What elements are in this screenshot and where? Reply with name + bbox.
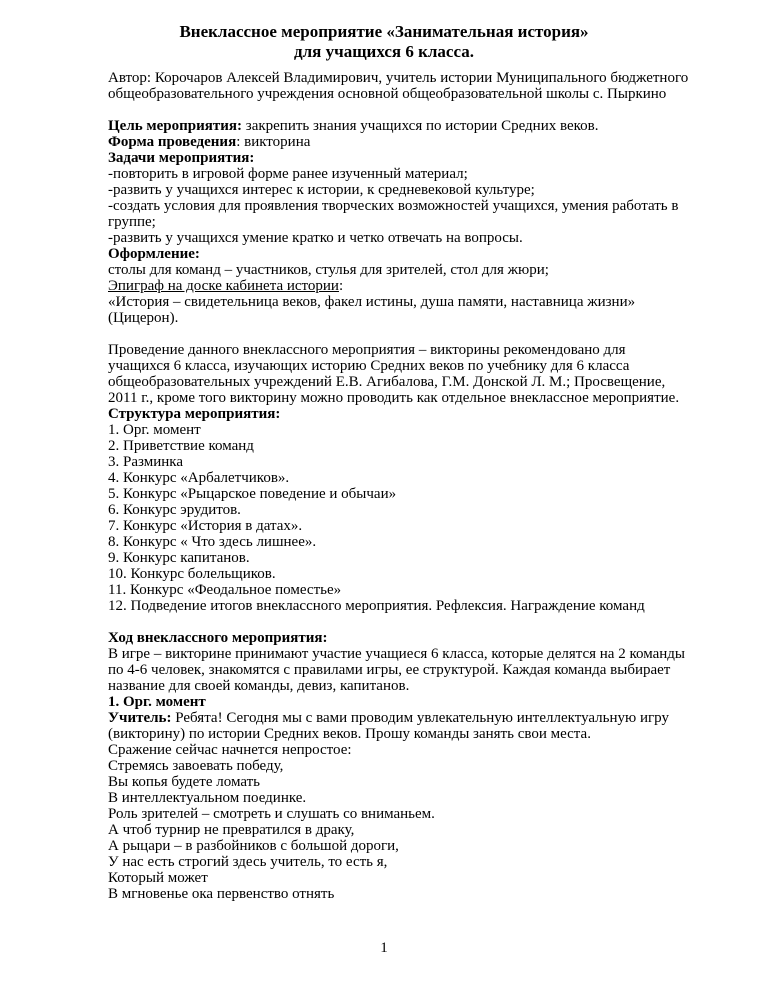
task-item: -повторить в игровой форме ранее изученный материал; — [108, 166, 468, 182]
structure-item: 12. Подведение итогов внеклассного мероприятия. Рефлексия. Награждение команд — [108, 598, 645, 614]
structure-label: Структура мероприятия: — [108, 406, 281, 422]
structure-item: 3. Разминка — [108, 454, 183, 470]
structure-item: 5. Конкурс «Рыцарское поведение и обычаи» — [108, 486, 397, 502]
teacher-label: Учитель: — [108, 710, 172, 726]
intro-line-4: 2011 г., кроме того викторину можно проводить как отдельное внеклассное мероприятие. — [108, 390, 680, 406]
page-number: 1 — [380, 940, 388, 956]
title-line-1: Внеклассное мероприятие «Занимательная история» — [179, 22, 589, 41]
section-1-heading: 1. Орг. момент — [108, 694, 206, 710]
section-1-text — [108, 726, 718, 902]
author-line-1: Автор: Корочаров Алексей Владимирович, учитель истории Муниципального бюджетного — [108, 70, 689, 86]
task-item: -создать условия для проявления творческих возможностей учащихся, умения работать в — [108, 198, 679, 214]
structure-item: 7. Конкурс «История в датах». — [108, 518, 303, 534]
structure-item: 8. Конкурс « Что здесь лишнее». — [108, 534, 317, 550]
form-text: : викторина — [236, 134, 311, 150]
goal-line — [108, 118, 718, 134]
structure-item: 6. Конкурс эрудитов. — [108, 502, 241, 518]
course-line: по 4-6 человек, знакомятся с правилами игры, ее структурой. Каждая команда выбирает — [108, 662, 671, 678]
design-text: столы для команд – участников, стулья для зрителей, стол для жюри; — [108, 262, 549, 278]
design-label: Оформление: — [108, 246, 200, 262]
structure-item: 10. Конкурс болельщиков. — [108, 566, 276, 582]
epigraph-colon: : — [338, 278, 344, 294]
intro-line-2: учащихся 6 класса, изучающих историю Средних веков по учебнику для 6 класса — [108, 358, 630, 374]
epigraph-line — [108, 278, 718, 294]
form-line — [108, 134, 718, 150]
form-label: Форма проведения — [108, 134, 237, 150]
goal-label: Цель мероприятия: — [108, 118, 243, 134]
intro-line-3: общеобразовательных учреждений Е.В. Агибалова, Г.М. Донской Л. М.; Просвещение, — [108, 374, 666, 390]
title-line-2: для учащихся 6 класса. — [294, 42, 474, 61]
task-item: группе; — [108, 214, 156, 230]
teacher-text: Ребята! Сегодня мы с вами проводим увлекательную интеллектуальную игру — [171, 710, 669, 726]
course-label: Ход внеклассного мероприятия: — [108, 630, 328, 646]
task-item: -развить у учащихся интерес к истории, к средневековой культуре; — [108, 182, 535, 198]
epigraph-quote: «История – свидетельница веков, факел истины, душа памяти, наставница жизни» — [108, 294, 636, 310]
task-item: -развить у учащихся умение кратко и четко отвечать на вопросы. — [108, 230, 523, 246]
section-1-line: (викторину) по истории Средних веков. Прошу команды занять свои места. — [108, 726, 591, 742]
section-1-line: Стремясь завоевать победу, — [108, 758, 284, 774]
goal-text: закрепить знания учащихся по истории Средних веков. — [242, 118, 599, 134]
structure-list — [108, 422, 718, 614]
section-1-line: У нас есть строгий здесь учитель, то есть я, — [108, 854, 388, 870]
epigraph-label: Эпиграф на доске кабинета истории — [108, 278, 339, 294]
structure-item: 2. Приветствие команд — [108, 438, 254, 454]
structure-item: 9. Конкурс капитанов. — [108, 550, 250, 566]
structure-item: 4. Конкурс «Арбалетчиков». — [108, 470, 290, 486]
tasks-list — [108, 166, 718, 246]
section-1-line: А чтоб турнир не превратился в драку, — [108, 822, 355, 838]
tasks-label: Задачи мероприятия: — [108, 150, 255, 166]
section-1-line: А рыцари – в разбойников с большой дороги, — [108, 838, 399, 854]
section-1-line: Роль зрителей – смотреть и слушать со вниманьем. — [108, 806, 435, 822]
course-paragraph — [108, 646, 718, 694]
intro-line-1: Проведение данного внеклассного мероприятия – викторины рекомендовано для — [108, 342, 626, 358]
course-line: В игре – викторине принимают участие учащиеся 6 класса, которые делятся на 2 команды — [108, 646, 685, 662]
section-1-line: В мгновенье ока первенство отнять — [108, 886, 335, 902]
section-1-line: В интеллектуальном поединке. — [108, 790, 307, 806]
structure-item: 1. Орг. момент — [108, 422, 201, 438]
section-1-line: Вы копья будете ломать — [108, 774, 260, 790]
teacher-line — [108, 710, 718, 726]
author-line-2: общеобразовательного учреждения основной общеобразовательной школы с. Пыркино — [108, 86, 667, 102]
section-1-line: Который может — [108, 870, 208, 886]
course-line: название для своей команды, девиз, капитанов. — [108, 678, 410, 694]
structure-item: 11. Конкурс «Феодальное поместье» — [108, 582, 342, 598]
epigraph-author: (Цицерон). — [108, 310, 179, 326]
section-1-line: Сражение сейчас начнется непростое: — [108, 742, 352, 758]
document-body — [108, 70, 718, 902]
